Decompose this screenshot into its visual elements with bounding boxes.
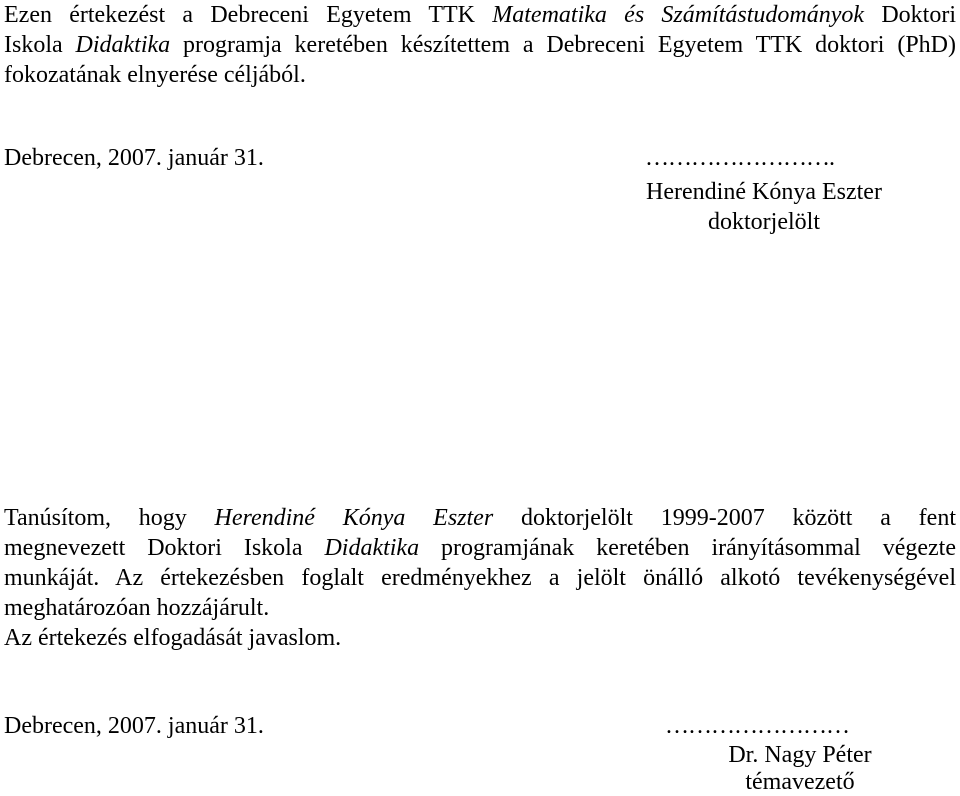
candidate-signature-line: …………………….: [645, 145, 834, 171]
candidate-name: Herendiné Kónya Eszter: [646, 179, 882, 205]
statement-text: programja keretében készítettem a Debreceni Egyetem TTK doktori (PhD): [170, 32, 956, 58]
candidate-place-date: Debrecen, 2007. január 31.: [4, 145, 264, 171]
certification-line-4: meghatározóan hozzájárult.: [4, 595, 270, 621]
statement-text: Ezen értekezést a Debreceni Egyetem TTK: [4, 2, 493, 28]
certification-text: Tanúsítom, hogy: [4, 505, 215, 531]
doctoral-program-name: Matematika és Számítástudományok: [492, 2, 865, 28]
certification-text: programjának keretében irányításommal végezte: [419, 535, 957, 561]
certification-text: doktorjelölt 1999-2007 között a fent: [493, 505, 956, 531]
supervisor-name: Dr. Nagy Péter: [728, 742, 872, 768]
candidate-name-italic: Herendiné Kónya Eszter: [214, 505, 494, 531]
certification-line-2: [4, 533, 956, 563]
certification-line-1: [4, 503, 956, 533]
statement-line-3: fokozatának elnyerése céljából.: [4, 62, 306, 88]
statement-text: Iskola: [4, 32, 76, 58]
candidate-role: doktorjelölt: [708, 209, 820, 235]
certification-paragraph: [4, 503, 956, 653]
supervisor-signature-line: ……………………: [665, 713, 849, 739]
supervisor-place-date: Debrecen, 2007. január 31.: [4, 713, 264, 739]
statement-line-2: [4, 30, 956, 60]
program-name: Didaktika: [324, 535, 420, 561]
supervisor-role: témavezető: [745, 769, 855, 795]
recommendation-line: Az értekezés elfogadását javaslom.: [4, 625, 342, 651]
certification-text: megnevezett Doktori Iskola: [4, 535, 325, 561]
statement-text: Doktori: [864, 2, 957, 28]
statement-line-1: [4, 0, 956, 30]
certification-line-3: munkáját. Az értekezésben foglalt eredményekhez a jelölt önálló alkotó tevékenységével: [4, 565, 956, 591]
statement-paragraph: [4, 0, 956, 90]
program-name: Didaktika: [75, 32, 171, 58]
